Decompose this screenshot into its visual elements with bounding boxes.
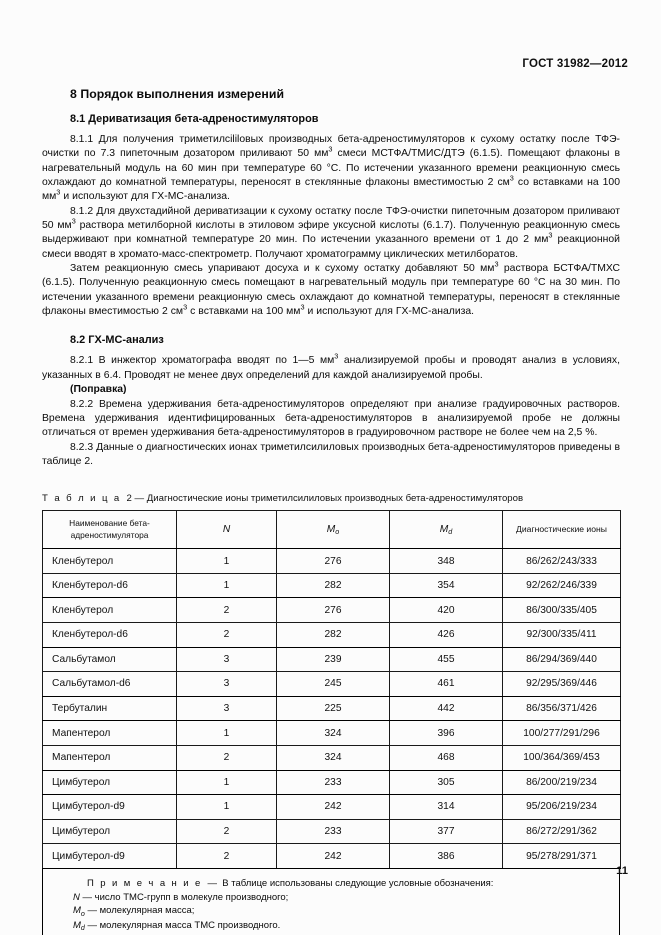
cell-name: Мапентерол (43, 745, 177, 770)
cell-name: Сальбутамол-d6 (43, 672, 177, 697)
paragraph-8-2-1 (42, 354, 620, 383)
paragraph-8-2-1-part-b: анализируемой пробы и проводят анализ в условиях, указанных в 6.4. Проводят не менее двух определений для каждой анализируемой пробы. (42, 355, 620, 381)
table-row (43, 696, 621, 721)
paragraph-8-1-1-part-b: смеси МСТФА/ТМИС/ДТЭ (6.1.5). Помещают флаконы в нагревательный модуль на 60 мин при температуре 60 °С. По истечении указанного времени реакционную смесь охлаждают до комнатной температуры, переносят в стеклянные флаконы вместимостью 2 см (42, 148, 620, 189)
paragraph-8-1-1-part-a: 8.1.1 Для получения триметилсililовых производных бета-адреностимуляторов к сухому остатку после ТФЭ-очистки по 7.3 пипеточным дозатором приливают 50 мм (42, 134, 620, 160)
table-header (43, 511, 621, 549)
note-var-md (73, 920, 85, 931)
table-header-row (43, 511, 621, 549)
cell-ions: 86/200/219/234 (503, 770, 621, 795)
section-heading-8-2: 8.2 ГХ-МС-анализ (70, 334, 164, 347)
paragraph-8-1-2-part-c: реакционной смеси вводят в хромато-масс-спектрометр. Получают хроматограмму циклических метилборатов. (42, 234, 620, 260)
column-header-name-line1: Наименование бета- (69, 518, 150, 529)
table-row (43, 770, 621, 795)
table-caption-dash: — (134, 493, 145, 505)
table-row (43, 795, 621, 820)
running-head: ГОСТ 31982—2012 (522, 58, 628, 70)
cell-n: 2 (177, 598, 277, 623)
note-line-md (43, 919, 619, 934)
note-intro-line (43, 877, 619, 891)
correction-note: (Поправка) (70, 384, 127, 396)
note-lead-label: П р и м е ч а н и е (87, 877, 203, 889)
column-header-ions: Диагностические ионы (503, 511, 621, 549)
cell-name: Кленбутерол (43, 598, 177, 623)
cell-m0: 245 (277, 672, 390, 697)
section-heading-8-1: 8.1 Дериватизация бета-адреностимуляторов (70, 113, 319, 125)
cell-name: Цимбутерол-d9 (43, 844, 177, 869)
cell-n: 1 (177, 549, 277, 574)
cell-m0: 282 (277, 573, 390, 598)
column-header-md (390, 511, 503, 549)
cell-m0: 242 (277, 795, 390, 820)
cell-m0: 233 (277, 770, 390, 795)
cell-m0: 276 (277, 549, 390, 574)
cell-ions: 86/262/243/333 (503, 549, 621, 574)
table-body (43, 549, 621, 869)
cell-ions: 95/206/219/234 (503, 795, 621, 820)
table-note-box (42, 869, 620, 935)
table-caption-label: Т а б л и ц а (42, 493, 122, 505)
cell-n: 3 (177, 672, 277, 697)
column-header-md-base: M (439, 523, 449, 535)
cell-md: 314 (390, 795, 503, 820)
cell-m0: 242 (277, 844, 390, 869)
section-heading-8: 8 Порядок выполнения измерений (70, 87, 285, 101)
superscript-cubic: 3 (183, 302, 188, 312)
paragraph-8-2-3: 8.2.3 Данные о диагностических ионах триметилсилиловых производных бета-адреностимуляторов приведены в таблице 2. (42, 441, 620, 467)
column-header-m0-sub: o (335, 527, 340, 537)
paragraph-bstfa-part-d: и используют для ГХ-МС-анализа. (304, 306, 475, 318)
note-var-m0-sub: o (80, 909, 85, 918)
cell-md: 420 (390, 598, 503, 623)
cell-name: Цимбутерол-d9 (43, 795, 177, 820)
paragraph-8-1-1 (42, 133, 620, 205)
cell-md: 455 (390, 647, 503, 672)
table-row (43, 598, 621, 623)
table-caption (42, 493, 620, 504)
superscript-cubic: 3 (334, 352, 339, 361)
table-row (43, 549, 621, 574)
cell-md: 348 (390, 549, 503, 574)
superscript-cubic: 3 (328, 144, 333, 154)
cell-n: 1 (177, 573, 277, 598)
cell-m0: 233 (277, 819, 390, 844)
cell-n: 1 (177, 795, 277, 820)
cell-md: 461 (390, 672, 503, 697)
note-intro-text: В таблице использованы следующие условные обозначения: (222, 877, 494, 889)
cell-m0: 324 (277, 745, 390, 770)
cell-ions: 100/277/291/296 (503, 721, 621, 746)
cell-ions: 86/272/291/362 (503, 819, 621, 844)
cell-name: Кленбутерол-d6 (43, 623, 177, 648)
column-header-name (43, 511, 177, 549)
note-dash: — (207, 877, 217, 889)
cell-n: 2 (177, 819, 277, 844)
cell-m0: 282 (277, 623, 390, 648)
cell-m0: 239 (277, 647, 390, 672)
paragraph-8-1-2-part-a: 8.1.2 Для двухстадийной дериватизации к сухому остатку после ТФЭ-очистки пипеточным дозатором приливают 50 мм (42, 205, 620, 232)
note-var-m0 (73, 905, 85, 916)
cell-md: 305 (390, 770, 503, 795)
cell-name: Кленбутерол (43, 549, 177, 574)
paragraph-8-2-2: 8.2.2 Времена удерживания бета-адреностимуляторов определяют при анализе градуировочных растворов. Времена удерживания идентифицированных бета-адреностимуляторов в анализируемой пробе не должны отличаться от времен удерживания бета-адреностимуляторов в градуировочном растворе не более чем на 2,5 %. (42, 398, 620, 439)
superscript-cubic: 3 (300, 302, 305, 312)
table-row (43, 573, 621, 598)
cell-name: Мапентерол (43, 721, 177, 746)
cell-ions: 92/300/335/411 (503, 623, 621, 648)
page-content (42, 86, 620, 935)
cell-md: 377 (390, 819, 503, 844)
note-var-md-base: M (73, 919, 81, 931)
column-header-n: N (177, 511, 277, 549)
note-text-md: — молекулярная масса ТМС производного. (87, 919, 281, 931)
paragraph-8-1-1-part-d: и используют для ГХ-МС-анализа. (60, 191, 230, 203)
cell-n: 1 (177, 721, 277, 746)
cell-md: 396 (390, 721, 503, 746)
cell-ions: 92/262/246/339 (503, 573, 621, 598)
superscript-cubic: 3 (494, 259, 499, 269)
column-header-m0 (277, 511, 390, 549)
cell-n: 2 (177, 745, 277, 770)
superscript-cubic: 3 (548, 230, 553, 240)
note-var-n: N (73, 891, 80, 903)
cell-md: 468 (390, 745, 503, 770)
table-caption-number: 2 (126, 493, 132, 505)
paragraph-8-1-1-part-c: со вставками на 100 мм (42, 177, 620, 203)
table-row (43, 672, 621, 697)
column-header-name-line2: адреностимулятора (70, 529, 149, 540)
paragraph-bstfa-part-c: с вставками на 100 мм (187, 306, 301, 318)
paragraph-8-1-2-part-b: раствора метилборной кислоты в этиловом эфире уксусной кислоты (6.1.7). Полученную реакционную смесь выдерживают при комнатной температуре 20 мин. По истечении указанного времени от 1 до 2 мм (42, 220, 620, 246)
diagnostic-ions-table (42, 510, 621, 869)
cell-md: 442 (390, 696, 503, 721)
table-row (43, 844, 621, 869)
paragraph-bstfa-part-b: раствора БСТФА/ТМХС (6.1.5). Полученную реакционную смесь помещают в нагревательный модуль при температуре 60 °С на 30 мин. По истечении указанного времени реакционную смесь охлаждают до комнатной температуры, переносят в стеклянные флаконы вместимостью 2 см (42, 263, 620, 318)
cell-ions: 100/364/369/453 (503, 745, 621, 770)
cell-name: Тербуталин (43, 696, 177, 721)
cell-ions: 92/295/369/446 (503, 672, 621, 697)
note-line-n (43, 891, 619, 905)
note-var-md-sub: d (80, 924, 85, 933)
cell-md: 354 (390, 573, 503, 598)
cell-n: 1 (177, 770, 277, 795)
table-row (43, 647, 621, 672)
paragraph-8-2-1-part-a: 8.2.1 В инжектор хроматографа вводят по 1—5 мм (70, 355, 335, 367)
table-row (43, 623, 621, 648)
cell-name: Цимбутерол (43, 819, 177, 844)
cell-ions: 86/294/369/440 (503, 647, 621, 672)
table-caption-text: Диагностические ионы триметилсилиловых производных бета-адреностимуляторов (146, 493, 524, 505)
cell-md: 386 (390, 844, 503, 869)
paragraph-bstfa (42, 259, 620, 319)
note-text-n: — число ТМС-групп в молекуле производного; (82, 891, 289, 903)
cell-md: 426 (390, 623, 503, 648)
cell-name: Кленбутерол-d6 (43, 573, 177, 598)
paragraph-8-1-2 (42, 205, 620, 262)
cell-name: Цимбутерол (43, 770, 177, 795)
table-row (43, 745, 621, 770)
note-var-m0-base: M (73, 905, 81, 917)
cell-m0: 276 (277, 598, 390, 623)
cell-ions: 86/300/335/405 (503, 598, 621, 623)
superscript-cubic: 3 (56, 187, 61, 197)
cell-n: 3 (177, 696, 277, 721)
cell-ions: 86/356/371/426 (503, 696, 621, 721)
note-text-m0: — молекулярная масса; (87, 905, 195, 917)
paragraph-bstfa-part-a: Затем реакционную смесь упаривают досуха и к сухому остатку добавляют 50 мм (70, 263, 495, 275)
superscript-cubic: 3 (71, 216, 76, 226)
cell-m0: 225 (277, 696, 390, 721)
cell-n: 2 (177, 623, 277, 648)
cell-n: 3 (177, 647, 277, 672)
cell-n: 2 (177, 844, 277, 869)
note-line-m0 (43, 904, 619, 919)
table-row (43, 721, 621, 746)
column-header-m0-base: M (326, 523, 336, 535)
cell-name: Сальбутамол (43, 647, 177, 672)
table-row (43, 819, 621, 844)
superscript-cubic: 3 (509, 173, 514, 183)
page-number: 11 (616, 865, 628, 877)
column-header-md-sub: d (448, 527, 453, 537)
cell-m0: 324 (277, 721, 390, 746)
cell-ions: 95/278/291/371 (503, 844, 621, 869)
